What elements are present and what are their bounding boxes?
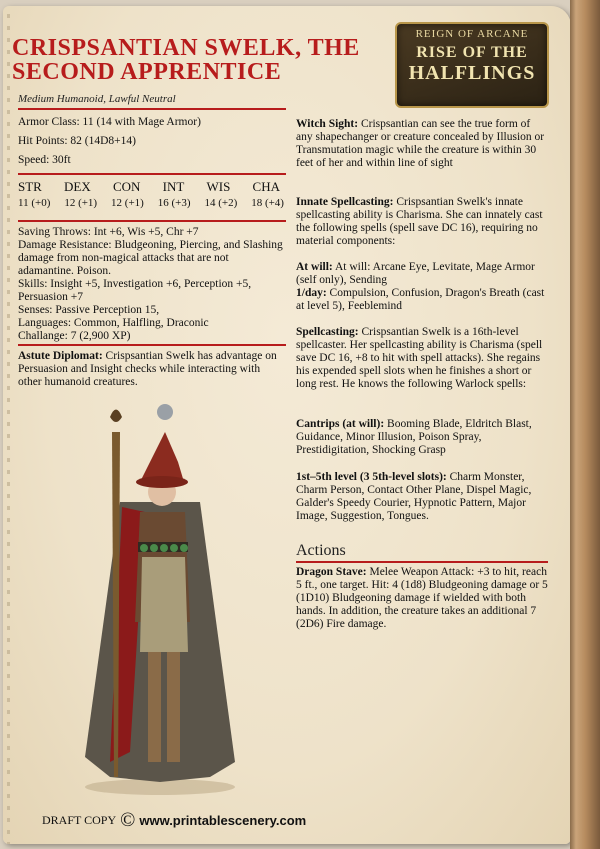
logo-halflings: HALFLINGS <box>408 62 536 84</box>
website-link[interactable]: www.printablescenery.com <box>139 812 307 828</box>
creature-type: Medium Humanoid, Lawful Neutral <box>18 93 176 105</box>
trait-name: 1st–5th level (3 5th-level slots): <box>296 471 447 483</box>
speed: Speed: 30ft <box>18 154 71 166</box>
ability-value-cha: 18 (+4) <box>251 197 284 209</box>
trait-text: Booming Blade, Eldritch Blast, Guidance, Minor Illusion, Poison Spray, Prestidigitation, Shocking Grasp <box>296 418 532 456</box>
trait-text: Crispsantian Swelk's innate spellcasting ability is Charisma. She can innately cast the following spells (spell save DC 16), requiring no material components: <box>296 196 543 247</box>
footer <box>42 811 306 829</box>
ability-values <box>18 197 284 210</box>
secondary-stats <box>18 226 286 343</box>
trait-text: At will: Arcane Eye, Levitate, Mage Armor (self only), Sending <box>296 261 535 286</box>
ability-label-str: STR <box>18 179 42 194</box>
senses: Senses: Passive Perception 15, <box>18 304 160 316</box>
trait-spellcasting <box>296 326 548 391</box>
stats-divider-top <box>18 173 286 175</box>
character-illustration <box>50 392 260 797</box>
actions-divider <box>296 561 548 563</box>
damage-resistance: Damage Resistance: Bludgeoning, Piercing, and Slashing damage from non-magical attacks that are not adamantine. Poison. <box>18 239 283 277</box>
draft-label: DRAFT COPY <box>42 812 117 827</box>
binding-stitch <box>7 14 10 844</box>
languages: Languages: Common, Halfling, Draconic <box>18 317 209 329</box>
ability-value-dex: 12 (+1) <box>64 197 98 209</box>
trait-text: Crispsantian Swelk has advantage on Persuasion and Insight checks while interacting with other humanoid creatures. <box>18 350 277 388</box>
spells-cantrips <box>296 418 548 457</box>
skills: Skills: Insight +5, Investigation +6, Perception +5, Persuasion +7 <box>18 278 252 303</box>
book-spine <box>570 0 600 849</box>
armor-class: Armor Class: 11 (14 with Mage Armor) <box>18 116 201 128</box>
trait-name: Witch Sight: <box>296 118 359 130</box>
trait-innate-spellcasting <box>296 196 548 248</box>
spells-at-will <box>296 261 548 313</box>
action-name: Dragon Stave: <box>296 566 367 578</box>
stats-divider-bottom <box>18 220 286 222</box>
action-text: Melee Weapon Attack: +3 to hit, reach 5 ft., one target. Hit: 4 (1d8) Bludgeoning damage or 5 (1D10) Bludgeoning damage if wielded with both hands. In addition, the creature takes an additional 7 (2D6) Fire damage. <box>296 566 548 630</box>
game-logo <box>395 22 549 108</box>
logo-reign-of-arcane: REIGN OF ARCANE <box>415 28 529 40</box>
trait-name: Innate Spellcasting: <box>296 196 394 208</box>
trait-astute-diplomat <box>18 350 286 389</box>
ability-label-wis: WIS <box>206 179 231 194</box>
page-title: CRISPSANTIAN SWELK, THE SECOND APPRENTICE <box>12 35 360 85</box>
hit-points: Hit Points: 82 (14D8+14) <box>18 135 136 147</box>
trait-name: Astute Diplomat: <box>18 350 103 362</box>
copyright-icon: © <box>120 809 136 831</box>
action-dragon-stave <box>296 566 548 631</box>
trait-name: At will: <box>296 261 333 273</box>
actions-heading: Actions <box>296 542 346 559</box>
ability-scores <box>18 180 286 210</box>
trait-text: Charm Monster, Charm Person, Contact Other Plane, Dispel Magic, Galder's Speedy Courier, Hypnotic Pattern, Major Image, Suggestion, Tongues. <box>296 471 532 522</box>
ability-value-wis: 14 (+2) <box>204 197 238 209</box>
ability-label-int: INT <box>162 179 185 194</box>
trait-text: Crispsantian Swelk is a 16th-level spellcaster. Her spellcasting ability is Charisma (spell save DC 16, +8 to hit with spell attacks). She regains his expended spell slots when he finishes a short or long rest. He knows the following Warlock spells: <box>296 326 543 390</box>
ability-label-con: CON <box>112 179 141 194</box>
ability-value-con: 12 (+1) <box>111 197 144 209</box>
basic-stats <box>18 116 286 167</box>
saving-throws: Saving Throws: Int +6, Wis +5, Chr +7 <box>18 226 199 238</box>
title-divider <box>18 108 286 110</box>
trait-name: 1/day: <box>296 287 327 299</box>
trait-name: Spellcasting: <box>296 326 359 338</box>
trait-text: Compulsion, Confusion, Dragon's Breath (cast at level 5), Feeblemind <box>296 287 545 312</box>
spells-level-1-5 <box>296 471 548 523</box>
ability-labels <box>18 180 280 193</box>
trait-witch-sight <box>296 118 548 170</box>
trait-text: Crispsantian can see the true form of any shapechanger or creature concealed by Illusion or Transmutation magic while the creature is within 30 feet of her and within line of sight <box>296 118 545 169</box>
ability-label-cha: CHA <box>252 179 280 194</box>
ability-value-int: 16 (+3) <box>157 197 191 209</box>
traits-divider <box>18 344 286 346</box>
logo-rise-of-the: RISE OF THE <box>416 44 528 61</box>
trait-name: Cantrips (at will): <box>296 418 385 430</box>
challenge: Challange: 7 (2,900 XP) <box>18 330 131 342</box>
ability-label-dex: DEX <box>64 179 91 194</box>
ability-value-str: 11 (+0) <box>18 197 51 209</box>
